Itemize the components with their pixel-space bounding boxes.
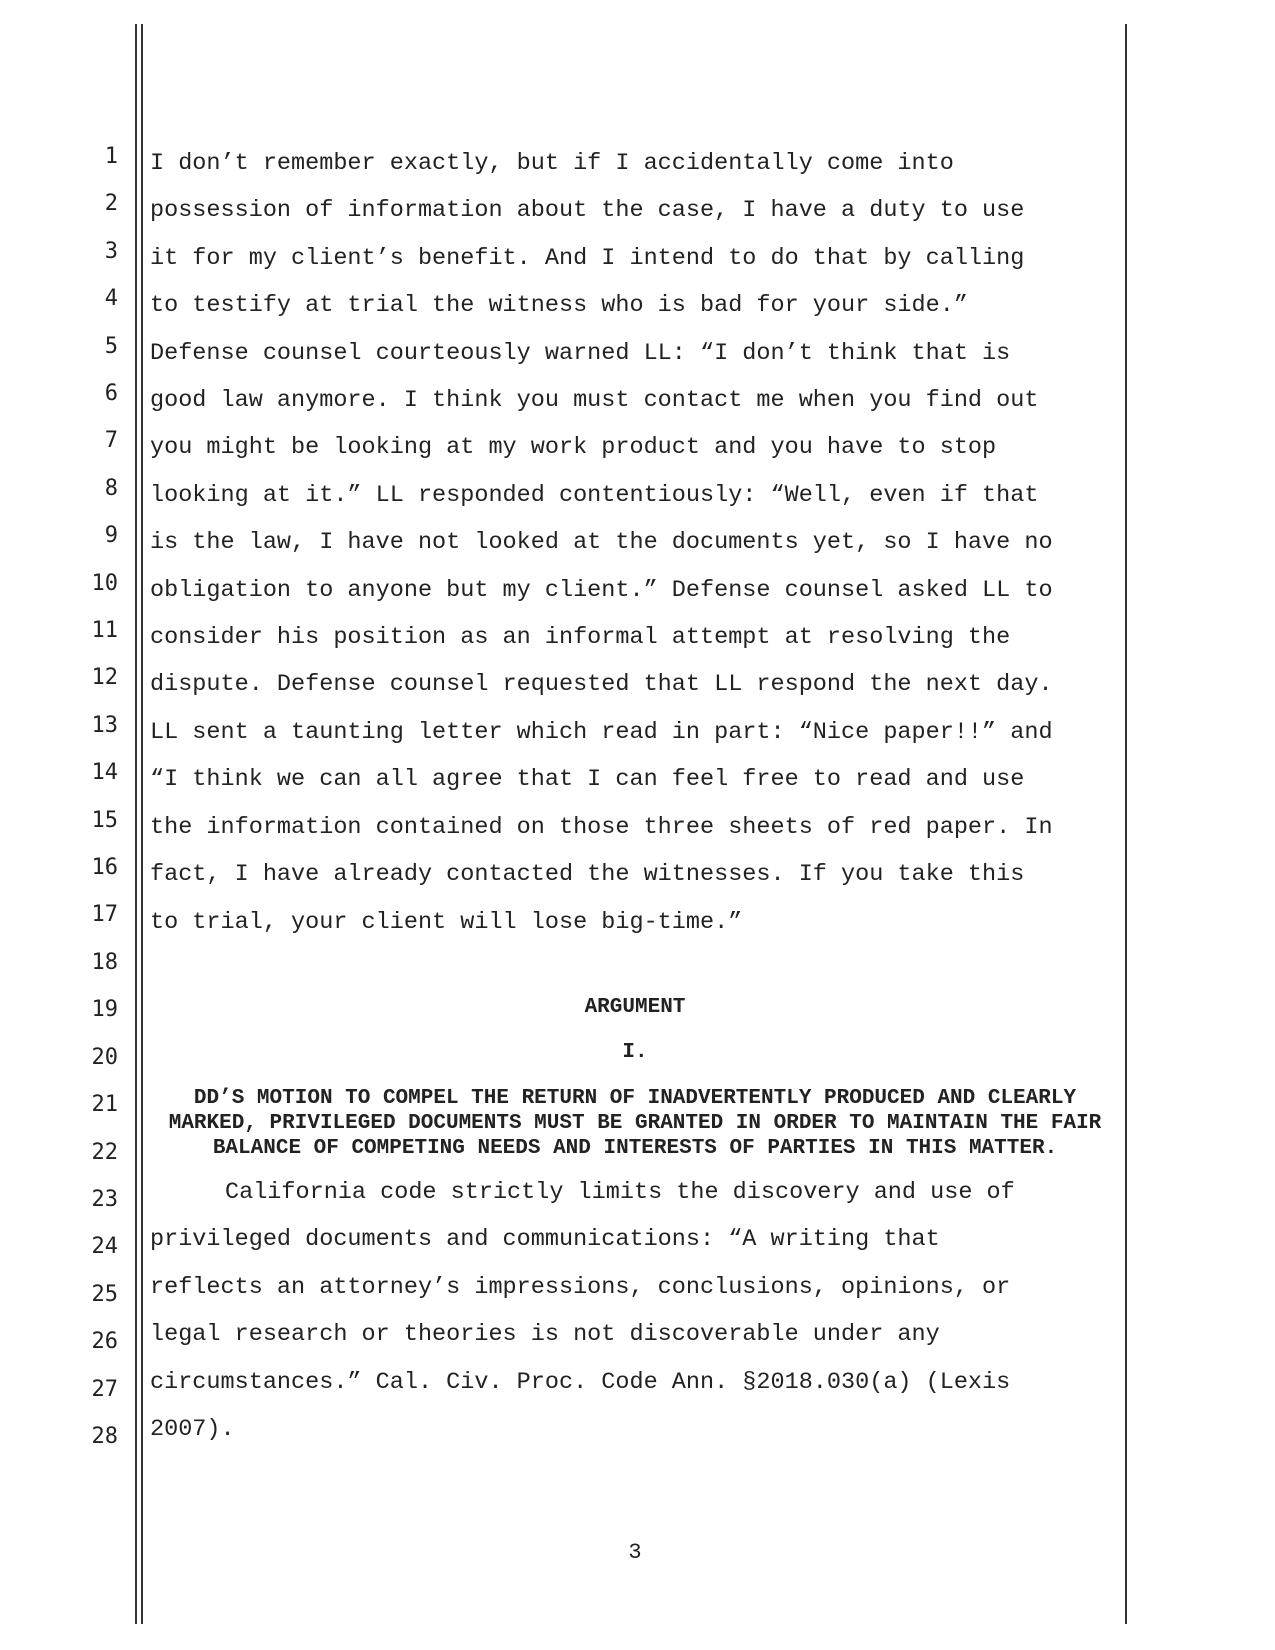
line-number: 6	[104, 381, 118, 406]
line-number: 21	[91, 1092, 118, 1117]
right-margin-rule	[1125, 24, 1127, 1624]
line-number: 18	[91, 950, 118, 975]
document-body	[150, 140, 1120, 1453]
section-title: DD’S MOTION TO COMPEL THE RETURN OF INADVERTENTLY PRODUCED AND CLEARLY MARKED, PRIVILEGED DOCUMENTS MUST BE GRANTED IN ORDER TO MAINTAIN THE FAIR BALANCE OF COMPETING NEEDS AND INTERESTS OF PARTIES IN THIS MATTER.	[168, 1086, 1102, 1160]
line-number: 3	[104, 239, 118, 264]
line-numbers	[0, 0, 130, 1650]
line-number: 13	[91, 713, 118, 738]
body-paragraph-1: I don’t remember exactly, but if I accidentally come into possession of information about the case, I have a duty to use it for my client’s benefit. And I intend to do that by calling to testify at trial the witness who is bad for your side.” Defense counsel courteously warned LL: “I don’t think that is good law anymore. I think you must contact me when you find out you might be looking at my work product and you have to stop looking at it.” LL responded contentiously: “Well, even if that is the law, I have not looked at the documents yet, so I have no obligation to anyone but my client.” Defense counsel asked LL to consider his position as an informal attempt at resolving the dispute. Defense counsel requested that LL respond the next day. LL sent a taunting letter which read in part: “Nice paper!!” and “I think we can all agree that I can feel free to read and use the information contained on those three sheets of red paper. In fact, I have already contacted the witnesses. If you take this to trial, your client will lose big-time.”	[150, 150, 1053, 936]
line-number: 15	[91, 808, 118, 833]
argument-heading: ARGUMENT	[584, 995, 686, 1019]
line-number: 8	[104, 476, 118, 501]
line-number: 2	[104, 191, 118, 216]
line-number: 11	[91, 618, 118, 643]
line-number: 5	[104, 334, 118, 359]
line-number: 20	[91, 1045, 118, 1070]
line-number: 7	[104, 428, 118, 453]
line-number: 16	[91, 855, 118, 880]
line-number: 27	[91, 1377, 118, 1402]
line-number: 1	[104, 144, 118, 169]
line-number: 10	[91, 571, 118, 596]
line-number: 24	[91, 1234, 118, 1259]
body-paragraph-2: California code strictly limits the discovery and use of privileged documents and communications: “A writing that reflects an attorney’s impressions, conclusions, opinions, or legal research or theories is not discoverable under any circumstances.” Cal. Civ. Proc. Code Ann. §2018.030(a) (Lexis 2007).	[150, 1178, 1015, 1443]
page-number: 3	[628, 1540, 642, 1565]
line-number: 9	[104, 523, 118, 548]
line-number: 14	[91, 760, 118, 785]
line-number: 17	[91, 902, 118, 927]
line-number: 12	[91, 665, 118, 690]
line-number: 4	[104, 286, 118, 311]
line-number: 26	[91, 1329, 118, 1354]
left-margin-rule-outer	[135, 24, 137, 1624]
line-number: 23	[91, 1187, 118, 1212]
line-number: 19	[91, 997, 118, 1022]
section-number: I.	[622, 1040, 648, 1064]
line-number: 25	[91, 1282, 118, 1307]
line-number: 28	[91, 1424, 118, 1449]
line-number: 22	[91, 1140, 118, 1165]
left-margin-rule-inner	[141, 24, 143, 1624]
